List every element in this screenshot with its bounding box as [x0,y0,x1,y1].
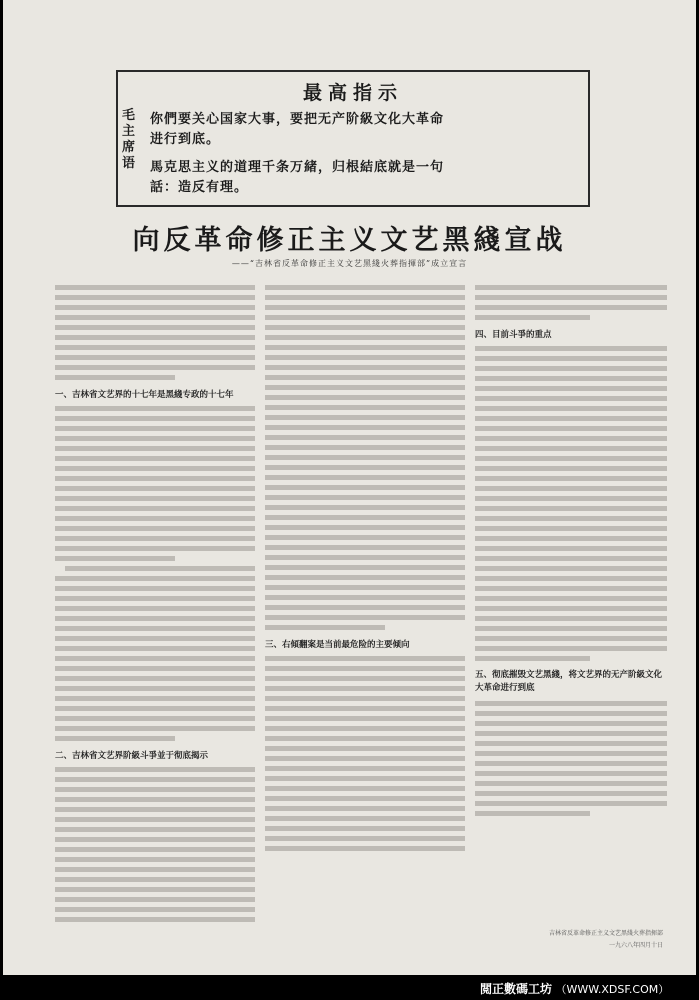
section-heading-5: 五、彻底摧毁文艺黑綫，将文艺界的无产阶級文化大革命进行到底 [475,670,663,693]
supreme-instruction-box [116,70,590,207]
section-heading-1: 一、吉林省文艺界的十七年是黑綫专政的十七年 [55,390,234,400]
article-column-3 [475,280,667,940]
section-heading-4: 四、目前斗爭的重点 [475,330,552,340]
watermark-url: （WWW.XDSF.COM） [555,983,670,996]
quote-line-2b: 話：造反有理。 [150,180,249,195]
supreme-instruction-title: 最高指示 [302,82,403,104]
article-column-1 [55,280,255,940]
issue-date: 一九六八年四月十日 [608,942,663,949]
quote-line-2a: 馬克思主义的道理千条万緒，归根結底就是一句 [150,160,445,175]
section-heading-2: 二、吉林省文艺界阶級斗爭並于彻底揭示 [55,751,209,761]
article-subtitle: ——“吉林省反革命修正主义文艺黑綫火葬指揮部”成立宣言 [231,259,468,268]
article-title: 向反革命修正主义文艺黑綫宣战 [132,225,567,256]
quote-line-1a: 你們要关心国家大事，要把无产阶級文化大革命 [150,112,445,127]
newspaper-page [3,0,696,975]
watermark-brand: 閲正數碼工坊 [480,982,553,996]
scanner-watermark [480,980,669,997]
section-heading-3: 三、右傾翻案是当前最危险的主要倾向 [265,640,410,650]
issuer-signature: 吉林省反革命修正主义文艺黑綫火葬指揮部 [548,930,663,937]
quote-line-1b: 进行到底。 [150,132,221,147]
quote-attribution: 毛主席语 [122,108,136,171]
article-column-2 [265,280,465,940]
